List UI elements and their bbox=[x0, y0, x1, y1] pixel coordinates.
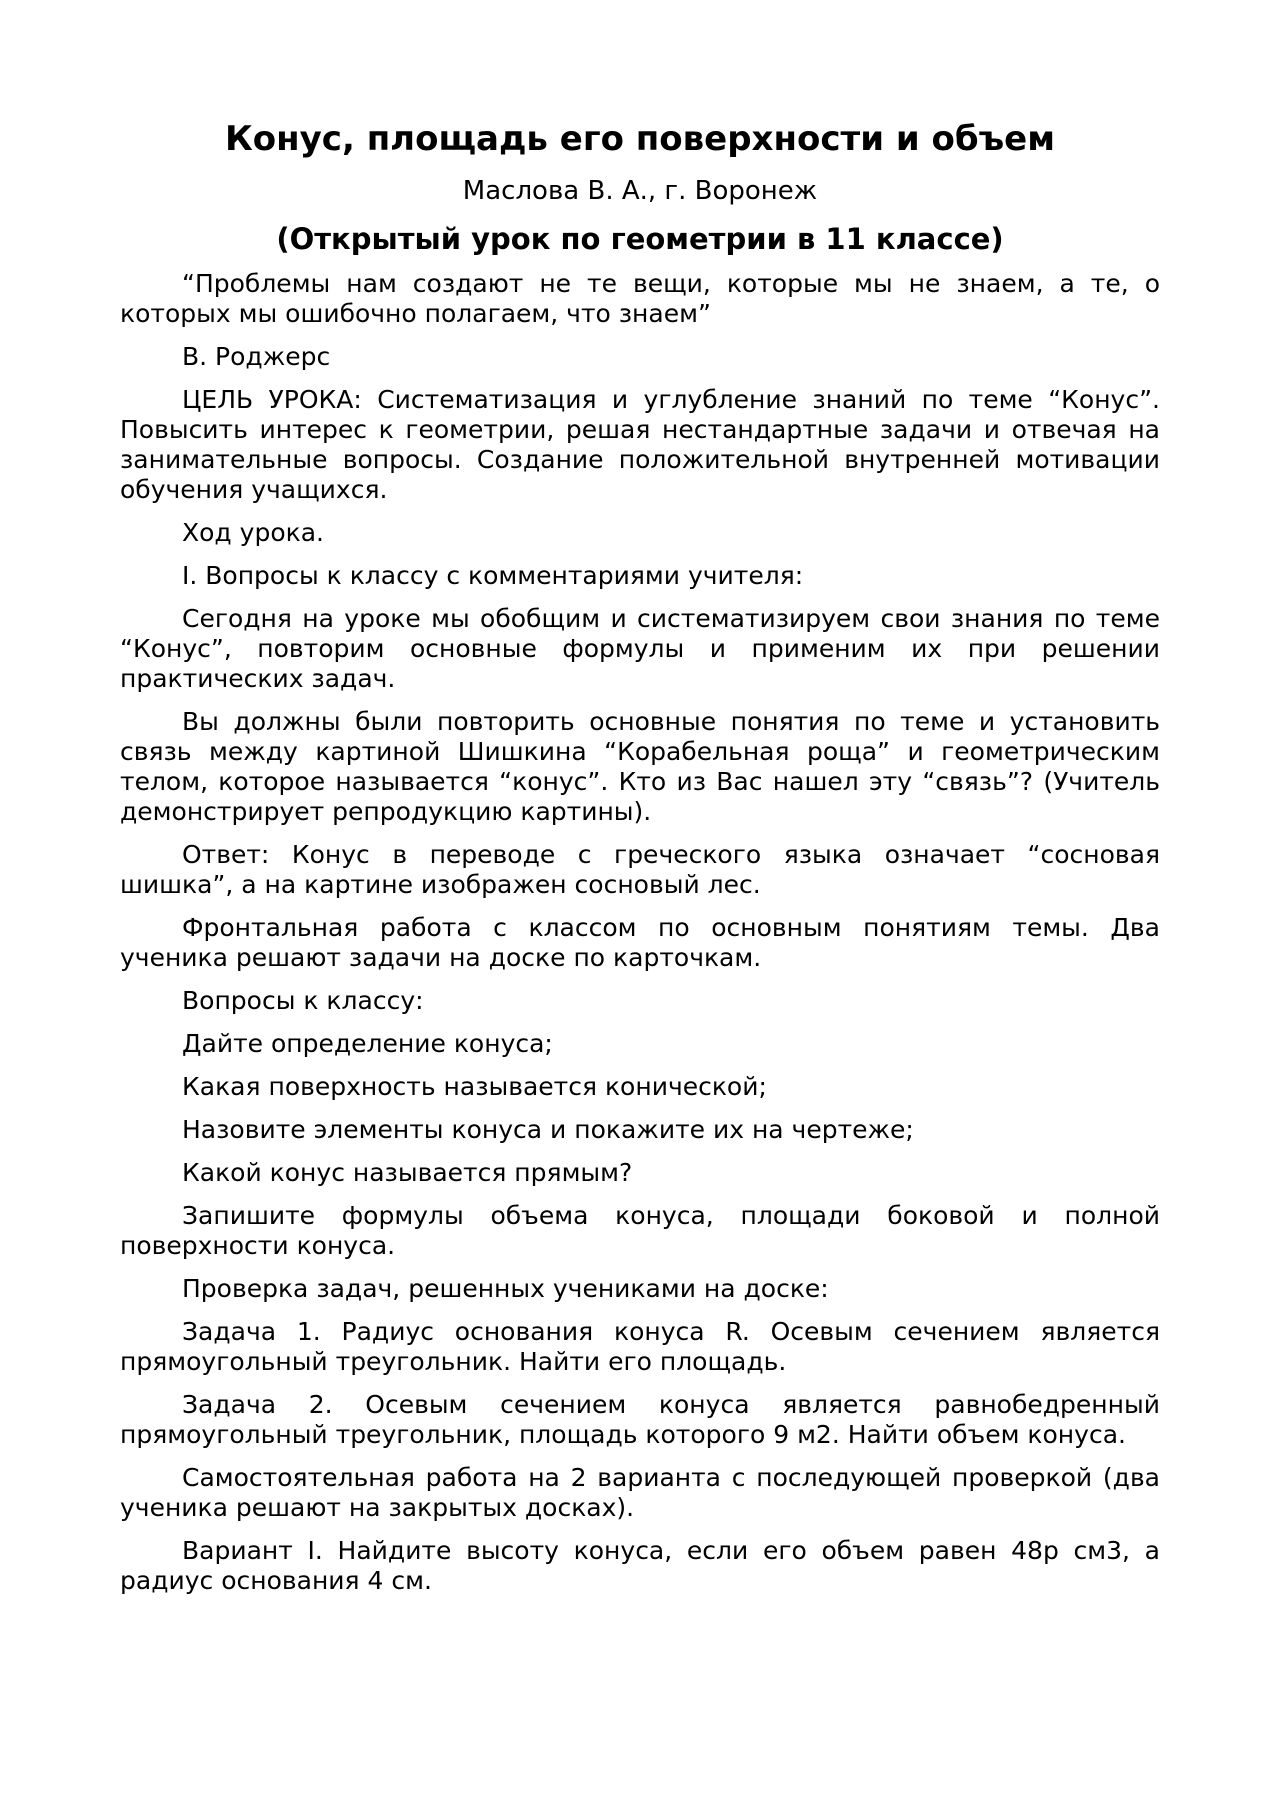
lesson-progress-heading: Ход урока. bbox=[182, 518, 324, 548]
paragraph: Ответ: Конус в переводе с греческого языка означает “сосновая шишка”, а на картине изображен сосновый лес. bbox=[120, 840, 1160, 900]
question-item: Какая поверхность называется конической; bbox=[182, 1072, 767, 1102]
paragraph: Фронтальная работа с классом по основным понятиям темы. Два ученика решают задачи на доске по карточкам. bbox=[120, 913, 1160, 973]
variant-item: Вариант I. Найдите высоту конуса, если его объем равен 48р см3, а радиус основания 4 см. bbox=[120, 1536, 1160, 1596]
task-item: Задача 1. Радиус основания конуса R. Осевым сечением является прямоугольный треугольник. Найти его площадь. bbox=[120, 1317, 1160, 1377]
question-item: Назовите элементы конуса и покажите их на чертеже; bbox=[182, 1115, 914, 1145]
questions-heading: Вопросы к классу: bbox=[182, 986, 424, 1016]
document-subtitle: (Открытый урок по геометрии в 11 классе) bbox=[276, 221, 1004, 256]
paragraph: Вы должны были повторить основные понятия по теме и установить связь между картиной Шишкина “Корабельная роща” и геометрическим телом, которое называется “конус”. Кто из Вас нашел эту “связь”? (Учитель демонстрирует репродукцию картины). bbox=[120, 707, 1160, 827]
paragraph: Самостоятельная работа на 2 варианта с последующей проверкой (два ученика решают на закрытых досках). bbox=[120, 1463, 1160, 1523]
question-item: Дайте определение конуса; bbox=[182, 1029, 553, 1059]
document-title: Конус, площадь его поверхности и объем bbox=[224, 119, 1056, 159]
paragraph: Сегодня на уроке мы обобщим и систематизируем свои знания по теме “Конус”, повторим основные формулы и применим их при решении практических задач. bbox=[120, 604, 1160, 694]
question-item: Запишите формулы объема конуса, площади боковой и полной поверхности конуса. bbox=[120, 1201, 1160, 1261]
tasks-check-heading: Проверка задач, решенных учениками на доске: bbox=[182, 1274, 829, 1304]
task-item: Задача 2. Осевым сечением конуса является равнобедренный прямоугольный треугольник, площадь которого 9 м2. Найти объем конуса. bbox=[120, 1390, 1160, 1450]
lesson-goal: ЦЕЛЬ УРОКА: Систематизация и углубление знаний по теме “Конус”. Повысить интерес к геометрии, решая нестандартные задачи и отвечая на занимательные вопросы. Создание положительной внутренней мотивации обучения учащихся. bbox=[120, 385, 1160, 505]
question-item: Какой конус называется прямым? bbox=[182, 1158, 633, 1188]
epigraph-author: В. Роджерс bbox=[182, 342, 331, 372]
epigraph-quote: “Проблемы нам создают не те вещи, которые мы не знаем, а те, о которых мы ошибочно полагаем, что знаем” bbox=[120, 269, 1160, 329]
document-author: Маслова В. А., г. Воронеж bbox=[462, 175, 818, 206]
section-heading-questions: I. Вопросы к классу с комментариями учителя: bbox=[182, 561, 804, 591]
